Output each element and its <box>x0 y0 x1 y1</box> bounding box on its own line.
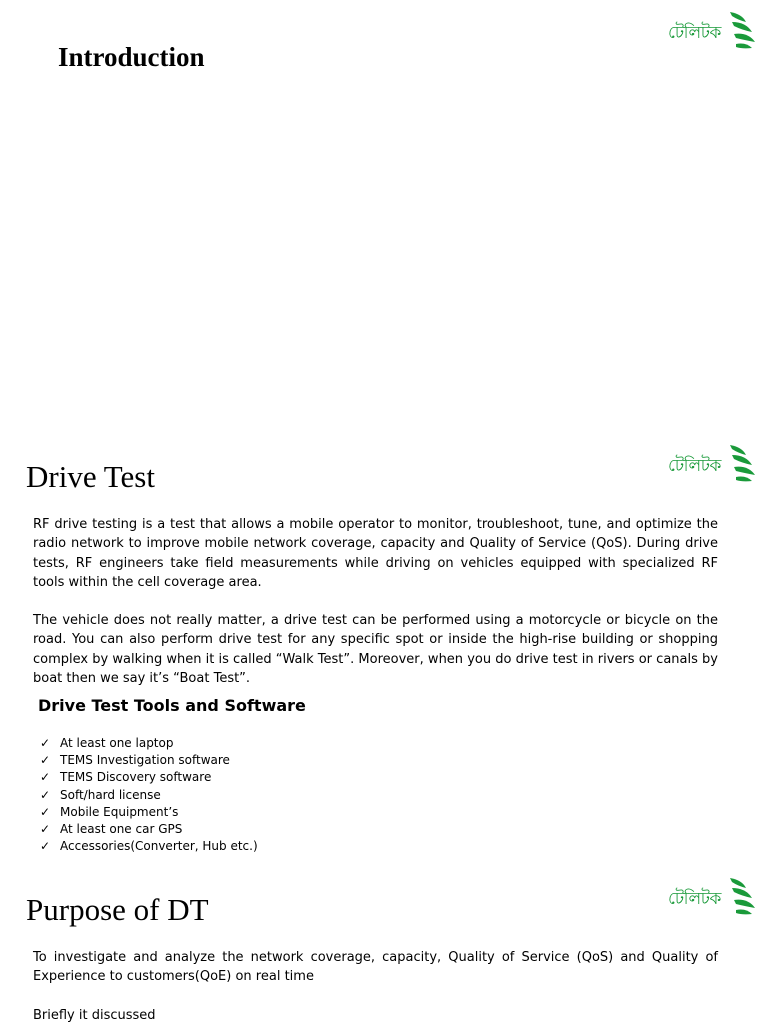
logo-text: টেলিটক <box>668 23 721 43</box>
paragraph-definition: RF drive testing is a test that allows a mobile operator to monitor, troubleshoot, tune, and optimize the radio network to improve mobile network coverage, capacity and Quality of Service (QoS). During drive tests, RF engineers take field measurements while driving on vehicles equipped with specialized RF tools within the cell coverage area. <box>33 517 718 590</box>
tools-list <box>40 735 258 855</box>
teletalk-logo <box>668 876 756 920</box>
check-icon: ✓ <box>40 753 51 768</box>
list-item <box>40 735 258 752</box>
paragraph-vehicle: The vehicle does not really matter, a drive test can be performed using a motorcycle or bicycle on the road. You can also perform drive test for any specific spot or inside the high-rise building or shopping complex by walking when it is called “Walk Test”. Moreover, when you do drive test in rivers or canals by boat then we say it’s “Boat Test”. <box>33 613 718 686</box>
teletalk-logo <box>668 443 756 487</box>
paragraph-purpose: To investigate and analyze the network coverage, capacity, Quality of Service (QoS) and Quality of Experience to customers(QoE) on real time <box>33 950 718 985</box>
logo-leaf-icon <box>728 10 756 50</box>
list-item <box>40 769 258 786</box>
list-item-label: Mobile Equipment’s <box>60 804 179 819</box>
logo-text: টেলিটক <box>668 456 721 476</box>
list-item-label: Accessories(Converter, Hub etc.) <box>60 839 258 854</box>
check-icon: ✓ <box>40 822 51 837</box>
page-title: Introduction <box>58 42 205 72</box>
check-icon: ✓ <box>40 804 51 819</box>
slide-drive-test <box>0 433 768 866</box>
list-item <box>40 821 258 838</box>
check-icon: ✓ <box>40 736 51 750</box>
list-item <box>40 787 258 804</box>
list-item <box>40 752 258 769</box>
list-item <box>40 804 258 821</box>
logo-text: টেলিটক <box>668 889 721 909</box>
list-item <box>40 838 258 855</box>
logo-leaf-icon <box>728 443 756 483</box>
list-item-label: At least one laptop <box>60 736 174 750</box>
list-item-label: Soft/hard license <box>60 787 161 802</box>
check-icon: ✓ <box>40 787 51 802</box>
section-title: Drive Test <box>26 459 155 494</box>
check-icon: ✓ <box>40 839 51 854</box>
list-item-label: At least one car GPS <box>60 822 183 837</box>
slide-introduction <box>0 0 768 433</box>
list-item-label: TEMS Discovery software <box>60 770 212 785</box>
paragraph-brief: Briefly it discussed <box>33 1008 156 1023</box>
tools-title: Drive Test Tools and Software <box>38 696 306 715</box>
list-item-label: TEMS Investigation software <box>60 753 230 768</box>
slide-purpose <box>0 866 768 1024</box>
logo-leaf-icon <box>728 876 756 916</box>
teletalk-logo <box>668 10 756 54</box>
section-title: Purpose of DT <box>26 892 209 927</box>
check-icon: ✓ <box>40 770 51 785</box>
